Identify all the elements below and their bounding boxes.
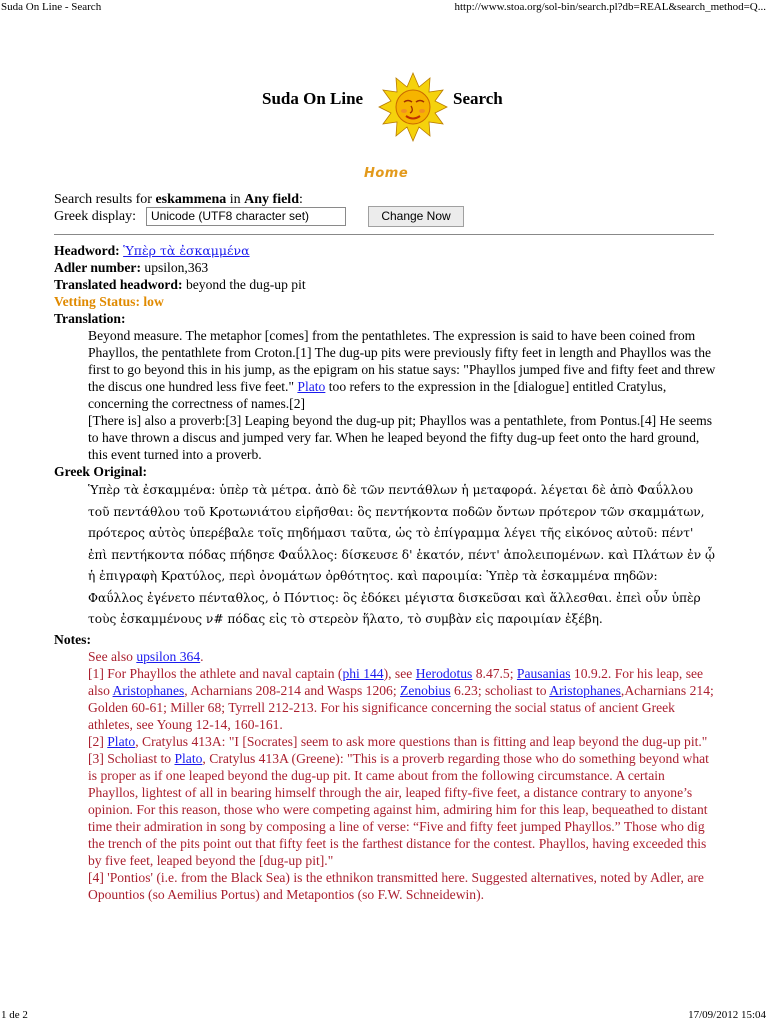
translation-text bbox=[54, 327, 716, 463]
vetting-status: Vetting Status: low bbox=[54, 294, 164, 309]
adler-number: upsilon,363 bbox=[144, 260, 209, 275]
note-text: See also bbox=[88, 648, 137, 664]
print-page-url: http://www.stoa.org/sol-bin/search.pl?db=REAL&search_method=Q... bbox=[454, 1, 766, 13]
note-text: . bbox=[200, 648, 204, 664]
note-text: 8.47.5; bbox=[472, 665, 517, 681]
aristophanes-link[interactable]: Aristophanes bbox=[549, 682, 621, 698]
headword-row bbox=[54, 242, 716, 259]
greek-original-text: Ὑπὲρ τὰ ἐσκαμμένα: ὑπὲρ τὰ μέτρα. ἀπὸ δὲ τῶν πεντάθλων ἡ μεταφορά. λέγεται δὲ ἀπὸ Φαΰλλου τοῦ πεντάθλου τοῦ Κροτωνιάτου εἰρῆσθαι: ὃς πεντήκοντα ποδῶν ὄντων πρότερον τῶν σκαμμάτων, πρότερος αὐτὸς ὑπερέβαλε τοῖς πηδήμασι ταῦτα, ὡς τὸ ἐπίγραμμα λέγει τῆς εἰκόνος αὐτοῦ: πέντ' ἐπὶ πεντήκοντα πόδας πήδησε Φαΰλλος: δίσκευσε δ' ἑκατόν, πέντ' ἀπολειπομένων. καὶ Πλάτων ἐν ᾧ ἡ ἐπιγραφὴ Κρατύλος, περὶ ὀνομάτων ὀρθότητος. καὶ παροιμία: Ὑπὲρ τὰ ἐσκαμμένα πηδῶν: Φαΰλλος ἐγένετο πένταθλος, ὁ Πόντιος: ὃς ἐδόκει μέγιστα δισκεῦσαι καὶ ἅλλεσθαι. ἐπεὶ οὖν ὑπὲρ τοὺς ἐσκαμμένους ν# πόδας εἰς τὸ στερεὸν ἥλατο, τὸ συμβὰν εἰς παροιμίαν ἐξέβη. bbox=[88, 483, 715, 626]
zenobius-link[interactable]: Zenobius bbox=[400, 682, 451, 698]
note-text: ), see bbox=[383, 665, 416, 681]
site-section-title: Search bbox=[453, 89, 503, 108]
note-see-also bbox=[88, 648, 716, 665]
phi-144-link[interactable]: phi 144 bbox=[342, 665, 384, 681]
greek-original-label: Greek Original: bbox=[54, 464, 148, 479]
note-3 bbox=[88, 750, 716, 869]
plato-link[interactable]: Plato bbox=[174, 750, 203, 766]
translation-part-2: too refers to the expression in the [dialogue] entitled Cratylus, concerning the correctness of names.[2] bbox=[88, 379, 667, 411]
search-summary bbox=[54, 191, 303, 208]
translated-headword: beyond the dug-up pit bbox=[185, 277, 306, 292]
entry-content bbox=[54, 242, 716, 903]
home-link[interactable]: Home bbox=[364, 166, 409, 181]
notes-label: Notes: bbox=[54, 631, 91, 647]
note-text: 6.23; scholiast to bbox=[450, 682, 550, 698]
print-page-title: Suda On Line - Search bbox=[1, 1, 102, 13]
headword-label: Headword: bbox=[54, 243, 120, 258]
translation-part-3: [There is] also a proverb:[3] Leaping beyond the dug-up pit; Phayllos was a pentathlete, from Pontus.[4] He seems to have thrown a discus and jumped very far. When he leaped beyond the fifty dug-up feet onto the hard ground, this event turned into a proverb. bbox=[88, 413, 713, 462]
translation-part-1: Beyond measure. The metaphor [comes] from the pentathletes. The expression is said to have been coined from Phayllos, the pentathlete from Croton.[1] The dug-up pits were previously fifty feet in length and Phayllos was the first to go beyond this in his jump, as the epigram on his statue says: "Phayllos jumped five and fifty feet and threw the discus one hundred less five feet." bbox=[88, 328, 716, 394]
herodotus-link[interactable]: Herodotus bbox=[415, 665, 473, 681]
adler-label: Adler number: bbox=[54, 260, 141, 275]
translation-label: Translation: bbox=[54, 311, 126, 326]
note-text: , Cratylus 413A: "I [Socrates] seem to ask more questions than is fitting and leap beyond the dug-up pit." bbox=[135, 733, 708, 749]
print-header bbox=[0, 0, 768, 14]
print-timestamp: 17/09/2012 15:04 bbox=[688, 1009, 766, 1021]
print-footer bbox=[0, 1008, 768, 1022]
note-text: ,Acharnians 214; Golden 60-61; Miller 68; Tyrrell 212-213. For his significance concerning the social status of ancient Greek athletes, see Young 12-14, 160-161. bbox=[88, 682, 714, 732]
search-summary-prefix: Search results for bbox=[54, 192, 156, 207]
upsilon-364-link[interactable]: upsilon 364 bbox=[136, 648, 201, 664]
headword-link[interactable]: Ὑπὲρ τὰ ἐσκαμμένα bbox=[123, 243, 250, 258]
note-text: , Acharnians 208-214 and Wasps 1206; bbox=[184, 682, 401, 698]
note-text: , Cratylus 413A (Greene): "This is a proverb regarding those who do something beyond what is proper as if one leaped beyond the dug-up pit. It came about from the following circumstance. A certain Phayllos, lightest of all in bearing himself through the air, leaped fifty-five feet, a distance contrary to anyone’s opinion. For this reason, those who were competing against him, admiring him for this leap, bequeathed to distant time their admiration in song by composing a line of verse: “Five and fifty feet jumped Phayllos.” Those who dig the trench of the pits point out that fifty feet is the farthest distance for the contest. Phayllos, having exceeded this by five feet, leaped beyond the [dug-up pit]." bbox=[88, 750, 709, 868]
translated-headword-label: Translated headword: bbox=[54, 277, 183, 292]
plato-link[interactable]: Plato bbox=[297, 379, 326, 394]
note-2 bbox=[88, 733, 716, 750]
note-1 bbox=[88, 665, 716, 733]
search-summary-suffix: : bbox=[298, 192, 303, 207]
site-title: Suda On Line bbox=[262, 89, 364, 108]
plato-link[interactable]: Plato bbox=[107, 733, 136, 749]
adler-row bbox=[54, 259, 716, 276]
note-text: 10.9.2. For his leap, see also bbox=[88, 665, 704, 698]
aristophanes-link[interactable]: Aristophanes bbox=[112, 682, 185, 698]
note-text: [1] For Phayllos the athlete and naval captain ( bbox=[88, 665, 343, 681]
sun-face-icon[interactable] bbox=[378, 72, 448, 142]
print-page-number: 1 de 2 bbox=[1, 1009, 28, 1021]
translated-headword-row bbox=[54, 276, 716, 293]
greek-display-select[interactable]: Unicode (UTF8 character set) bbox=[146, 207, 346, 226]
search-summary-mid: in bbox=[226, 192, 245, 207]
change-now-button[interactable]: Change Now bbox=[368, 206, 464, 227]
pausanias-link[interactable]: Pausanias bbox=[516, 665, 571, 681]
notes-text bbox=[54, 648, 716, 903]
search-field: Any field bbox=[244, 192, 299, 207]
note-text: [3] Scholiast to bbox=[88, 750, 175, 766]
note-4: [4] 'Pontios' (i.e. from the Black Sea) is the ethnikon transmitted here. Suggested alternatives, noted by Adler, are Opountios (so Aemilius Portus) and Metapontios (so F.W. Schneidewin). bbox=[88, 869, 704, 902]
note-text: [2] bbox=[88, 733, 108, 749]
greek-display-label: Greek display: bbox=[54, 209, 137, 224]
divider bbox=[54, 234, 714, 235]
site-banner bbox=[0, 72, 768, 144]
search-term: eskammena bbox=[155, 192, 227, 207]
